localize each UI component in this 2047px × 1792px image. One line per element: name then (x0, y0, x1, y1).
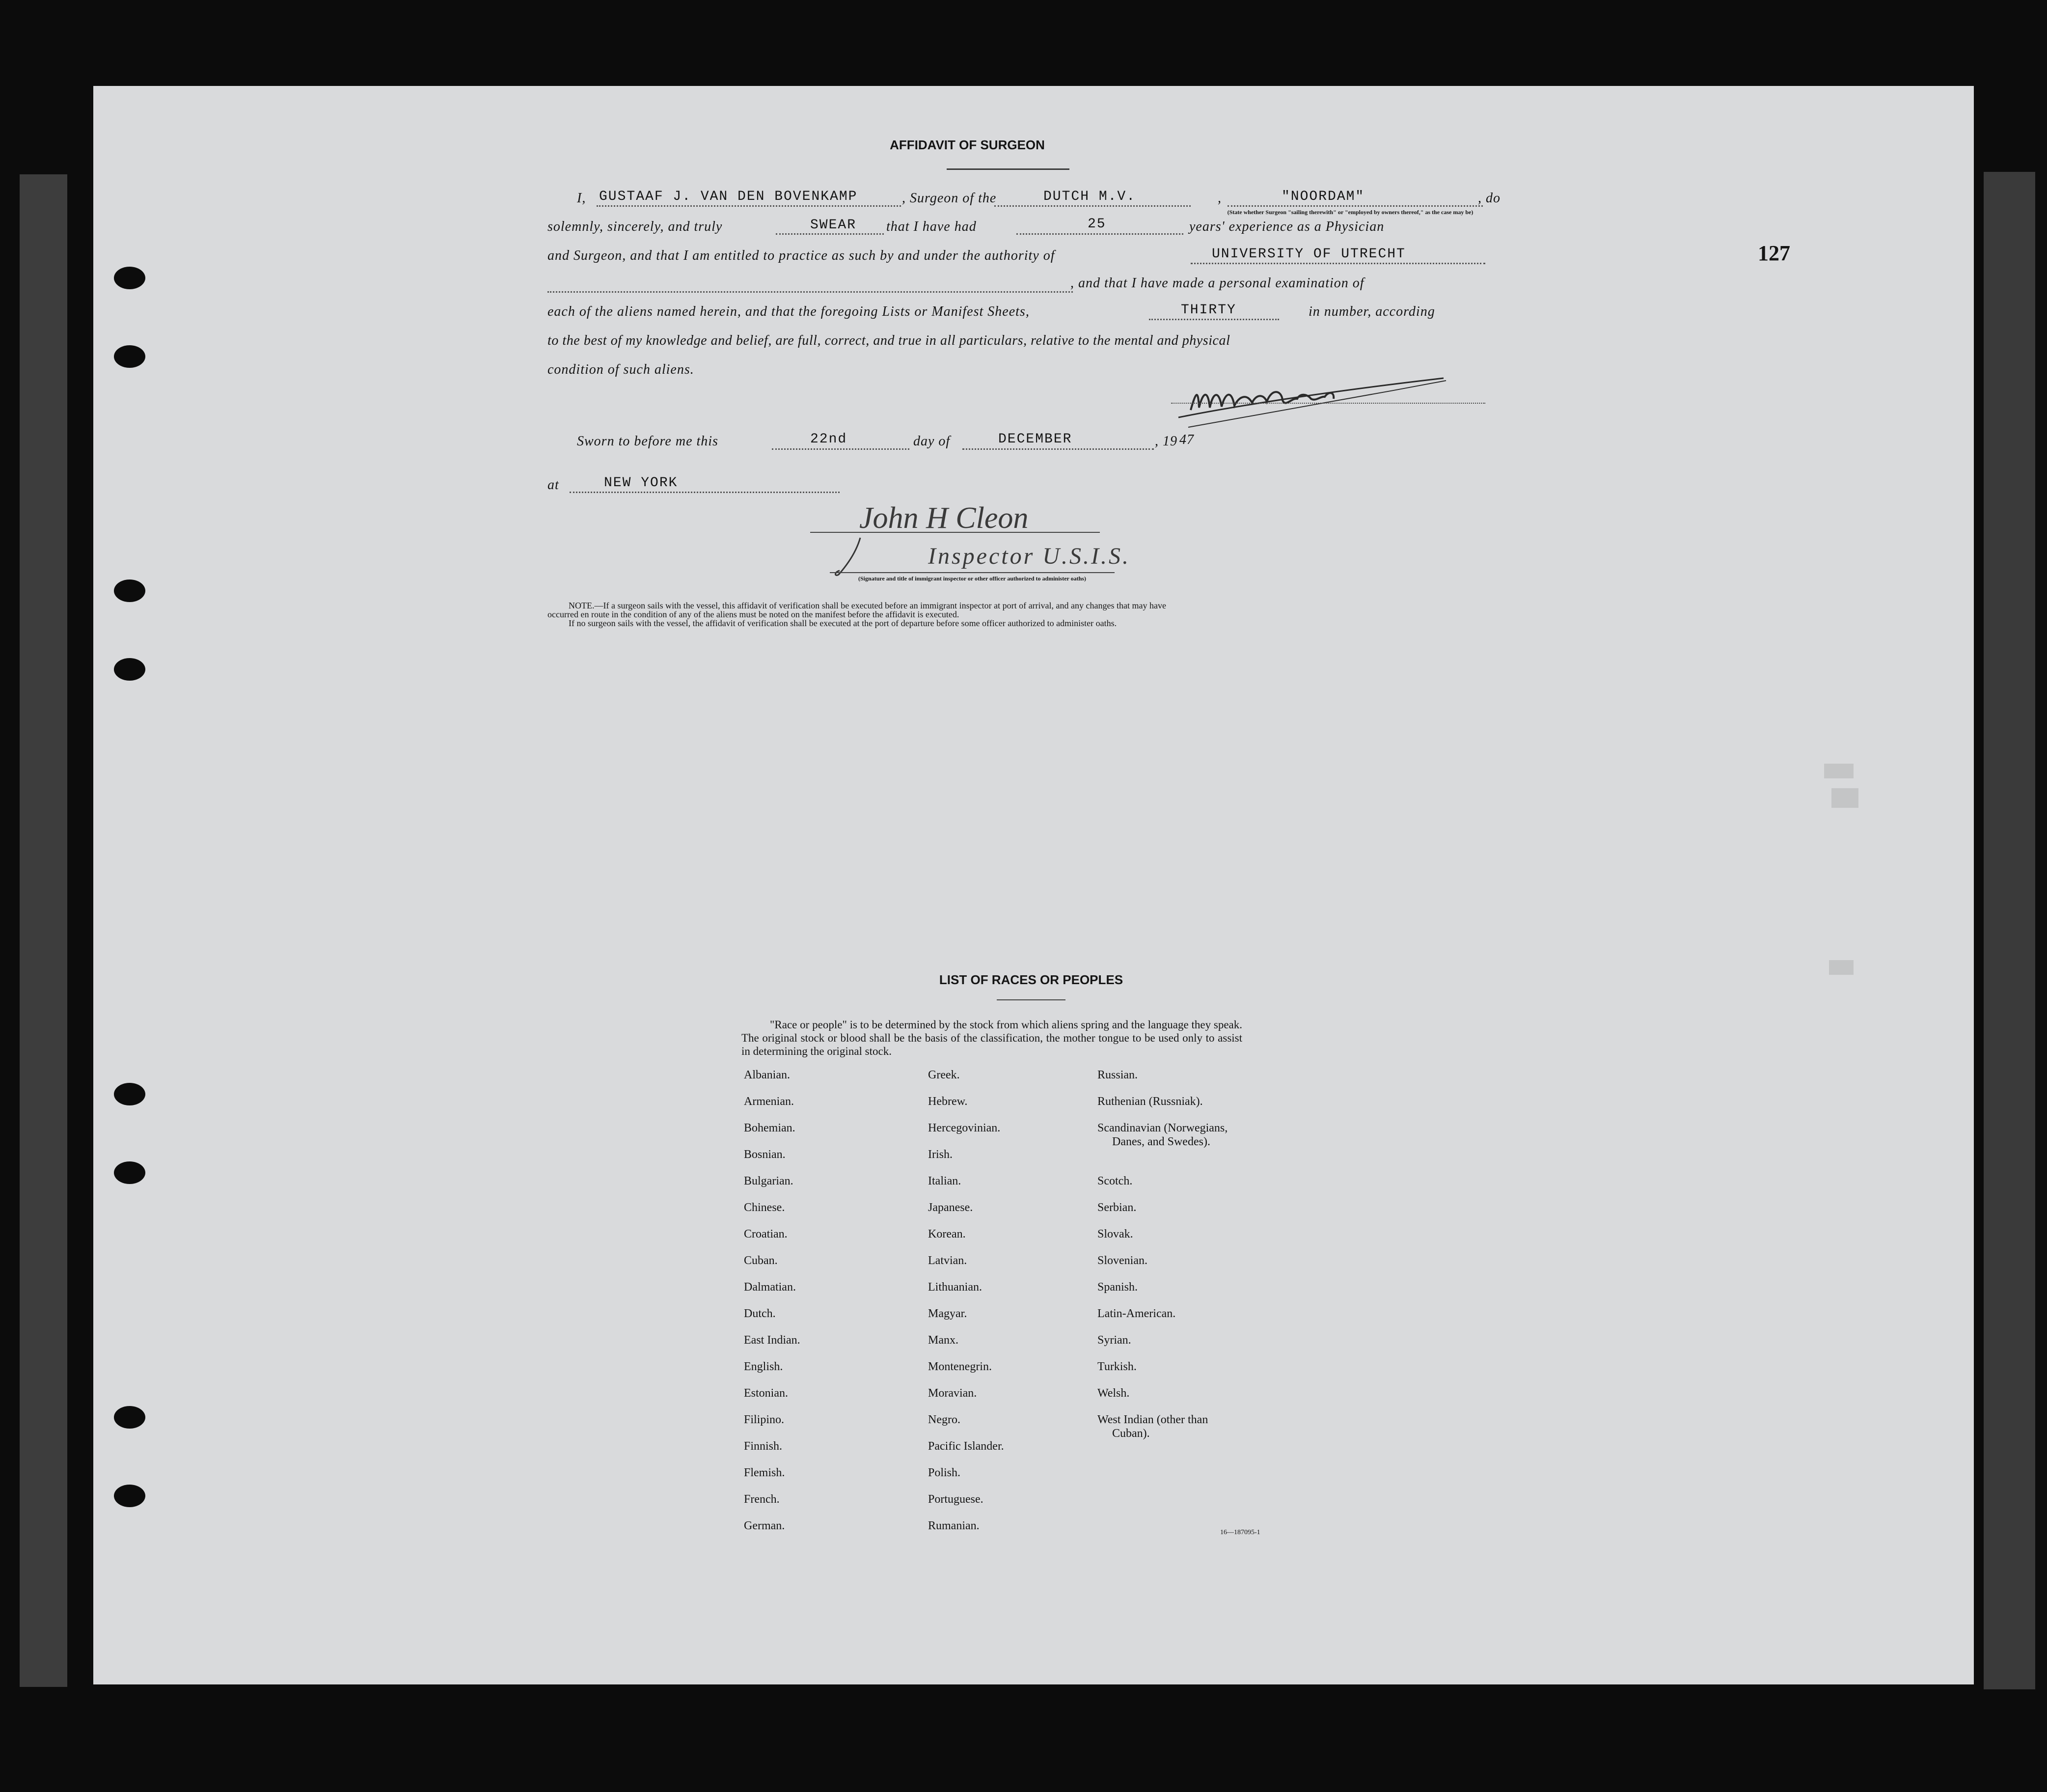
race-item: Montenegrin. (928, 1360, 992, 1373)
affidavit-text-years-experience: years' experience as a Physician (1189, 219, 1385, 234)
note-line-2: occurred en route in the condition of any of the aliens must be noted on the manifest before the affidavit is executed. (547, 609, 959, 619)
affidavit-text-to-the-best: to the best of my knowledge and belief, are full, correct, and true in all particulars, relative to the mental and physical (547, 333, 1230, 348)
race-item: German. (744, 1519, 785, 1532)
punch-hole (114, 1485, 145, 1507)
race-item: French. (744, 1493, 780, 1506)
punch-hole (114, 1161, 145, 1184)
month-line (962, 448, 1154, 450)
race-item: Dalmatian. (744, 1281, 796, 1294)
surgeon-name-value: GUSTAAF J. VAN DEN BOVENKAMP (599, 189, 858, 204)
oath-word-value: SWEAR (810, 218, 857, 233)
surgeon-signature-line (1171, 403, 1485, 404)
punch-hole (114, 579, 145, 602)
race-item: Estonian. (744, 1387, 788, 1400)
official-title-line (830, 572, 1115, 573)
race-item: Irish. (928, 1148, 953, 1161)
scan-speck (1831, 788, 1858, 808)
binder-right-edge (1984, 172, 2035, 1689)
race-item: Japanese. (928, 1201, 973, 1214)
race-item: Slovenian. (1097, 1254, 1147, 1267)
document-page (93, 86, 1974, 1684)
punch-hole (114, 1406, 145, 1429)
race-item: English. (744, 1360, 783, 1373)
place-line (570, 492, 840, 493)
affidavit-text-personal-exam: , and that I have made a personal examination of (1070, 276, 1365, 291)
race-item: Korean. (928, 1228, 966, 1241)
form-code: 16—187095-1 (1220, 1529, 1260, 1536)
race-item: Latvian. (928, 1254, 967, 1267)
affidavit-text-and-surgeon: and Surgeon, and that I am entitled to practice as such by and under the authority of (547, 248, 1055, 263)
races-title-underline (997, 999, 1065, 1000)
races-column-3 (1097, 1068, 1228, 1453)
sheet-count-line (1149, 319, 1279, 320)
race-item: Turkish. (1097, 1360, 1137, 1373)
year-prefix-text: , 19 (1155, 434, 1177, 449)
day-of-text: day of (913, 434, 951, 449)
authority-value: UNIVERSITY OF UTRECHT (1212, 247, 1406, 262)
state-whether-note: (State whether Surgeon "sailing therewith" or "employed by owners thereof," as the case may be) (1227, 209, 1474, 216)
race-item: Hebrew. (928, 1095, 968, 1108)
day-line (772, 448, 909, 450)
race-item: Bosnian. (744, 1148, 786, 1161)
punch-hole (114, 658, 145, 681)
affidavit-text-had: that I have had (886, 219, 977, 234)
years-line (1016, 233, 1183, 235)
affidavit-text-each-alien: each of the aliens named herein, and that the foregoing Lists or Manifest Sheets, (547, 304, 1030, 319)
race-item: Serbian. (1097, 1201, 1137, 1214)
race-item: Armenian. (744, 1095, 794, 1108)
affidavit-title: AFFIDAVIT OF SURGEON (890, 138, 1045, 152)
punch-hole (114, 345, 145, 368)
vessel-nationality-value: DUTCH M.V. (1043, 189, 1136, 204)
race-item: East Indian. (744, 1334, 800, 1347)
vessel-name-line (1228, 205, 1483, 207)
race-item: Spanish. (1097, 1281, 1138, 1294)
race-item: Flemish. (744, 1466, 785, 1479)
race-item: Russian. (1097, 1069, 1138, 1081)
race-item: Manx. (928, 1334, 958, 1347)
surgeon-signature (1169, 354, 1493, 432)
race-item: Scotch. (1097, 1175, 1133, 1187)
race-item: Lithuanian. (928, 1281, 982, 1294)
races-column-2 (928, 1068, 1004, 1545)
affidavit-text-condition: condition of such aliens. (547, 362, 694, 377)
note-line-1: NOTE.—If a surgeon sails with the vessel, this affidavit of verification shall be executed before an immigrant inspector at port of arrival, and any changes that may have (569, 601, 1166, 610)
sworn-year-value: 47 (1179, 432, 1194, 447)
race-item: Filipino. (744, 1413, 785, 1426)
affidavit-text-in-number: in number, according (1309, 304, 1435, 319)
races-column-1 (744, 1068, 800, 1545)
race-item: Bulgarian. (744, 1175, 793, 1187)
affidavit-text-do: , do (1478, 191, 1501, 206)
authority-continuation-line (547, 291, 1073, 293)
race-item: Scandinavian (Norwegians, (1097, 1122, 1228, 1134)
sworn-to-text: Sworn to before me this (577, 434, 718, 449)
race-item: Italian. (928, 1175, 961, 1187)
vessel-name-value: "NOORDAM" (1282, 189, 1365, 204)
race-item: Pacific Islander. (928, 1440, 1004, 1453)
race-item: Greek. (928, 1069, 960, 1081)
race-item: Cuban. (744, 1254, 778, 1267)
authority-line (1191, 263, 1485, 264)
race-item: Cuban). (1112, 1427, 1150, 1440)
race-item: Bohemian. (744, 1122, 795, 1134)
page-number: 127 (1758, 241, 1790, 265)
years-value: 25 (1088, 217, 1106, 232)
races-title: LIST OF RACES OR PEOPLES (939, 972, 1123, 987)
race-item: Magyar. (928, 1307, 967, 1320)
punch-hole (114, 1083, 145, 1105)
race-item: Chinese. (744, 1201, 785, 1214)
affidavit-text-solemnly: solemnly, sincerely, and truly (547, 219, 723, 234)
sworn-month-value: DECEMBER (998, 432, 1072, 447)
race-item: Negro. (928, 1413, 960, 1426)
affidavit-text-i: I, (577, 191, 586, 206)
race-item: Moravian. (928, 1387, 977, 1400)
punch-hole (114, 267, 145, 289)
race-item: Hercegovinian. (928, 1122, 1001, 1134)
scan-speck (1829, 960, 1854, 975)
title-underline (947, 168, 1069, 170)
race-item: Rumanian. (928, 1519, 980, 1532)
race-item: Welsh. (1097, 1387, 1130, 1400)
race-item: Polish. (928, 1466, 961, 1479)
official-title-handwritten: Inspector U.S.I.S. (928, 543, 1130, 569)
race-item: Ruthenian (Russniak). (1097, 1095, 1203, 1108)
race-item: Dutch. (744, 1307, 776, 1320)
races-intro: "Race or people" is to be determined by the stock from which aliens spring and the language they speak. The original stock or blood shall be the basis of the classification, the mother tongue to be used only to assist in determining the original stock. (741, 1019, 1242, 1057)
race-item: Albanian. (744, 1069, 790, 1081)
sworn-place-value: NEW YORK (604, 475, 678, 491)
race-item: Danes, and Swedes). (1112, 1135, 1210, 1148)
note-line-3: If no surgeon sails with the vessel, the affidavit of verification shall be executed at the port of departure before some officer authorized to administer oaths. (569, 618, 1117, 628)
race-item: West Indian (other than (1097, 1413, 1208, 1426)
at-text: at (547, 477, 559, 493)
binder-left-edge (20, 174, 67, 1687)
affidavit-comma: , (1218, 191, 1222, 206)
race-item: Latin-American. (1097, 1307, 1176, 1320)
race-item: Syrian. (1097, 1334, 1131, 1347)
race-item: Finnish. (744, 1440, 783, 1453)
affidavit-text-surgeon-of: , Surgeon of the (902, 191, 997, 206)
race-item: Portuguese. (928, 1493, 983, 1506)
vessel-nationality-line (994, 205, 1191, 207)
oath-word-line (776, 233, 884, 235)
surgeon-name-line (597, 205, 901, 207)
scan-speck (1824, 764, 1854, 778)
official-signature-line (810, 532, 1100, 533)
sworn-day-value: 22nd (810, 432, 847, 447)
race-item: Croatian. (744, 1228, 788, 1241)
sheet-count-value: THIRTY (1181, 303, 1236, 318)
signature-caption: (Signature and title of immigrant inspector or other officer authorized to administer oaths) (858, 575, 1086, 582)
official-signature: John H Cleon (859, 501, 1029, 535)
race-item: Slovak. (1097, 1228, 1133, 1241)
